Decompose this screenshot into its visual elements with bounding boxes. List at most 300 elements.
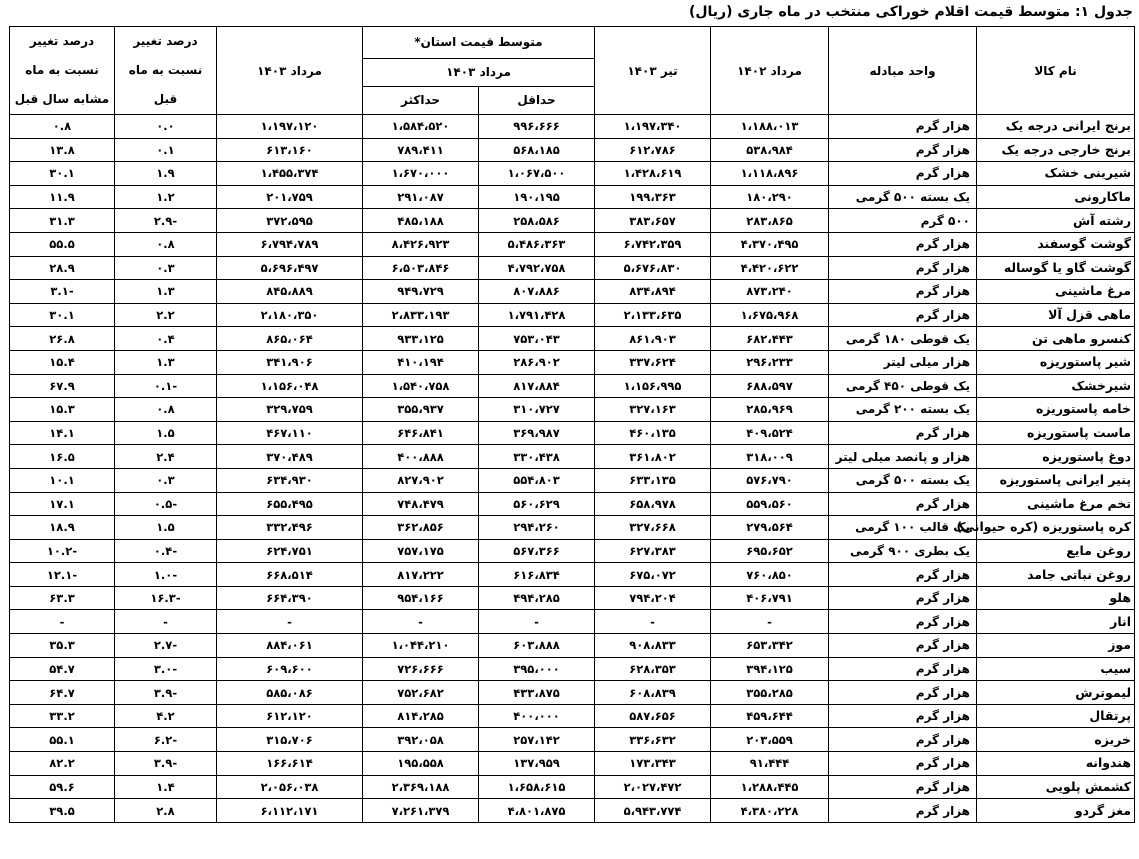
cell-change-month: -۳.۰ [115, 657, 217, 681]
cell-change-year: ۱۵.۳ [10, 398, 115, 422]
cell-unit: هزار گرم [829, 681, 977, 705]
cell-max: ۷۸۹،۴۱۱ [363, 138, 479, 162]
table-row [10, 232, 1135, 256]
cell-min: ۵۶۸،۱۸۵ [479, 138, 595, 162]
cell-change-year: ۸۲.۲ [10, 752, 115, 776]
cell-tir-1403: ۵۸۷،۶۵۶ [595, 704, 711, 728]
cell-max: - [363, 610, 479, 634]
cell-change-month: ۱.۹ [115, 162, 217, 186]
cell-change-month: -۲.۷ [115, 634, 217, 658]
cell-unit: هزار میلی لیتر [829, 350, 977, 374]
header-mordad-1402: مرداد ۱۴۰۲ [711, 27, 829, 115]
header-change-month-line2: نسبت به ماه [128, 63, 203, 77]
cell-min: ۲۵۷،۱۴۲ [479, 728, 595, 752]
cell-change-year: ۶۷.۹ [10, 374, 115, 398]
table-row [10, 327, 1135, 351]
cell-min: ۸۰۷،۸۸۶ [479, 280, 595, 304]
cell-tir-1403: ۳۶۱،۸۰۲ [595, 445, 711, 469]
cell-mordad-1402: ۲۹۶،۲۳۳ [711, 350, 829, 374]
table-row [10, 634, 1135, 658]
cell-tir-1403: ۶۲۸،۳۵۳ [595, 657, 711, 681]
cell-item-name: ماهی قزل آلا [977, 303, 1135, 327]
cell-tir-1403: ۱۹۹،۳۶۳ [595, 185, 711, 209]
cell-change-month: ۰.۴ [115, 327, 217, 351]
cell-change-month: ۱.۵ [115, 516, 217, 540]
cell-unit: یک بسته ۵۰۰ گرمی [829, 185, 977, 209]
table-body [10, 115, 1135, 823]
cell-min: ۴،۸۰۱،۸۷۵ [479, 799, 595, 823]
cell-mordad-1403: ۴۶۷،۱۱۰ [217, 421, 363, 445]
cell-mordad-1403: ۸۸۴،۰۶۱ [217, 634, 363, 658]
header-mordad-1403: مرداد ۱۴۰۳ [217, 27, 363, 115]
cell-item-name: انار [977, 610, 1135, 634]
cell-mordad-1403: ۶۵۵،۴۹۵ [217, 492, 363, 516]
cell-min: ۳۳۰،۴۳۸ [479, 445, 595, 469]
cell-mordad-1403: ۱،۱۹۷،۱۲۰ [217, 115, 363, 139]
cell-tir-1403: ۳۳۶،۶۳۲ [595, 728, 711, 752]
cell-mordad-1402: ۲۸۵،۹۶۹ [711, 398, 829, 422]
table-row [10, 162, 1135, 186]
cell-min: ۵۵۴،۸۰۳ [479, 468, 595, 492]
table-row [10, 445, 1135, 469]
cell-item-name: پنیر ایرانی پاستوریزه [977, 468, 1135, 492]
cell-item-name: گوشت گاو یا گوساله [977, 256, 1135, 280]
cell-mordad-1402: ۴۰۹،۵۲۴ [711, 421, 829, 445]
cell-tir-1403: ۲،۰۲۷،۴۷۲ [595, 775, 711, 799]
cell-unit: هزار گرم [829, 232, 977, 256]
cell-item-name: سیب [977, 657, 1135, 681]
cell-change-month: -۳.۹ [115, 752, 217, 776]
table-row [10, 586, 1135, 610]
cell-change-year: ۱۵.۴ [10, 350, 115, 374]
cell-mordad-1402: ۳۵۵،۲۸۵ [711, 681, 829, 705]
cell-tir-1403: ۱۷۳،۳۴۳ [595, 752, 711, 776]
cell-unit: هزار گرم [829, 775, 977, 799]
cell-change-year: - [10, 610, 115, 634]
cell-min: ۲۵۸،۵۸۶ [479, 209, 595, 233]
cell-change-year: ۶۴.۷ [10, 681, 115, 705]
cell-min: ۱،۷۹۱،۴۲۸ [479, 303, 595, 327]
cell-min: ۳۱۰،۷۲۷ [479, 398, 595, 422]
cell-item-name: برنج ایرانی درجه یک [977, 115, 1135, 139]
cell-change-month: -۰.۵ [115, 492, 217, 516]
cell-min: ۱۹۰،۱۹۵ [479, 185, 595, 209]
cell-mordad-1403: ۳۲۹،۷۵۹ [217, 398, 363, 422]
cell-mordad-1402: ۴۵۹،۶۴۴ [711, 704, 829, 728]
cell-item-name: گوشت گوسفند [977, 232, 1135, 256]
cell-unit: یک بطری ۹۰۰ گرمی [829, 539, 977, 563]
table-row [10, 563, 1135, 587]
cell-unit: هزار گرم [829, 586, 977, 610]
cell-mordad-1402: ۶۸۲،۴۴۳ [711, 327, 829, 351]
cell-change-year: ۳۰.۱ [10, 162, 115, 186]
cell-max: ۴۱۰،۱۹۴ [363, 350, 479, 374]
cell-mordad-1402: - [711, 610, 829, 634]
cell-mordad-1403: ۳۱۵،۷۰۶ [217, 728, 363, 752]
cell-mordad-1403: ۳۷۰،۴۸۹ [217, 445, 363, 469]
cell-unit: ۵۰۰ گرم [829, 209, 977, 233]
cell-tir-1403: ۳۲۷،۶۶۸ [595, 516, 711, 540]
table-row [10, 115, 1135, 139]
cell-tir-1403: ۵،۶۷۶،۸۳۰ [595, 256, 711, 280]
cell-unit: هزار گرم [829, 421, 977, 445]
cell-change-month: ۱.۲ [115, 185, 217, 209]
cell-mordad-1403: ۶۳۴،۹۳۰ [217, 468, 363, 492]
header-change-month [115, 27, 217, 115]
cell-change-month: -۳.۹ [115, 681, 217, 705]
cell-max: ۲،۳۶۹،۱۸۸ [363, 775, 479, 799]
cell-mordad-1403: ۸۴۵،۸۸۹ [217, 280, 363, 304]
cell-item-name: پرتقال [977, 704, 1135, 728]
cell-min: ۱،۶۵۸،۶۱۵ [479, 775, 595, 799]
table-row [10, 704, 1135, 728]
cell-max: ۷،۲۶۱،۳۷۹ [363, 799, 479, 823]
cell-change-year: ۰.۸ [10, 115, 115, 139]
cell-min: ۲۹۴،۲۶۰ [479, 516, 595, 540]
cell-tir-1403: - [595, 610, 711, 634]
header-change-year-line2: نسبت به ماه [25, 63, 99, 77]
table-row [10, 398, 1135, 422]
cell-item-name: هلو [977, 586, 1135, 610]
cell-item-name: شیرینی خشک [977, 162, 1135, 186]
cell-change-year: ۵۹.۶ [10, 775, 115, 799]
table-row [10, 775, 1135, 799]
cell-max: ۱،۰۴۴،۲۱۰ [363, 634, 479, 658]
header-max: حداکثر [363, 86, 479, 114]
table-row [10, 256, 1135, 280]
cell-change-month: ۱.۴ [115, 775, 217, 799]
cell-change-month: ۰.۸ [115, 398, 217, 422]
table-row [10, 374, 1135, 398]
cell-max: ۸۱۷،۲۲۲ [363, 563, 479, 587]
cell-max: ۱،۶۷۰،۰۰۰ [363, 162, 479, 186]
cell-item-name: ماکارونی [977, 185, 1135, 209]
cell-change-year: ۳۵.۳ [10, 634, 115, 658]
cell-change-year: ۲۸.۹ [10, 256, 115, 280]
cell-tir-1403: ۱،۱۵۶،۹۹۵ [595, 374, 711, 398]
cell-mordad-1403: ۶۲۴،۷۵۱ [217, 539, 363, 563]
cell-tir-1403: ۱،۱۹۷،۳۴۰ [595, 115, 711, 139]
cell-mordad-1403: ۶۰۹،۶۰۰ [217, 657, 363, 681]
cell-unit: هزار گرم [829, 492, 977, 516]
cell-tir-1403: ۸۶۱،۹۰۳ [595, 327, 711, 351]
cell-unit: هزار و پانصد میلی لیتر [829, 445, 977, 469]
cell-max: ۲۹۱،۰۸۷ [363, 185, 479, 209]
cell-change-month: - [115, 610, 217, 634]
cell-unit: هزار گرم [829, 752, 977, 776]
cell-min: ۹۹۶،۶۶۶ [479, 115, 595, 139]
table-row [10, 468, 1135, 492]
table-row [10, 752, 1135, 776]
cell-change-month: ۲.۸ [115, 799, 217, 823]
cell-change-month: -۱.۰ [115, 563, 217, 587]
table-row [10, 209, 1135, 233]
cell-item-name: کنسرو ماهی تن [977, 327, 1135, 351]
cell-change-month: -۱۶.۳ [115, 586, 217, 610]
cell-tir-1403: ۱،۴۲۸،۶۱۹ [595, 162, 711, 186]
cell-mordad-1403: ۶،۱۱۲،۱۷۱ [217, 799, 363, 823]
cell-item-name: تخم مرغ ماشینی [977, 492, 1135, 516]
cell-max: ۸،۴۲۶،۹۲۳ [363, 232, 479, 256]
cell-max: ۷۵۲،۶۸۲ [363, 681, 479, 705]
cell-change-year: ۱۶.۵ [10, 445, 115, 469]
cell-mordad-1402: ۸۷۳،۲۴۰ [711, 280, 829, 304]
cell-unit: هزار گرم [829, 634, 977, 658]
cell-max: ۹۵۴،۱۶۶ [363, 586, 479, 610]
header-change-month-line3: قبل [153, 92, 178, 106]
cell-item-name: کشمش پلویی [977, 775, 1135, 799]
cell-item-name: ماست پاستوریزه [977, 421, 1135, 445]
cell-tir-1403: ۶،۷۴۲،۳۵۹ [595, 232, 711, 256]
cell-max: ۹۴۹،۷۲۹ [363, 280, 479, 304]
cell-mordad-1402: ۴،۳۸۰،۲۲۸ [711, 799, 829, 823]
cell-change-year: ۳۰.۱ [10, 303, 115, 327]
cell-tir-1403: ۳۳۷،۶۲۴ [595, 350, 711, 374]
cell-min: - [479, 610, 595, 634]
cell-tir-1403: ۴۶۰،۱۳۵ [595, 421, 711, 445]
cell-item-name: دوغ پاستوریزه [977, 445, 1135, 469]
cell-tir-1403: ۶۵۸،۹۷۸ [595, 492, 711, 516]
table-row [10, 303, 1135, 327]
table-row [10, 799, 1135, 823]
cell-max: ۶،۵۰۳،۸۴۶ [363, 256, 479, 280]
table-row [10, 681, 1135, 705]
cell-unit: یک بسته ۵۰۰ گرمی [829, 468, 977, 492]
cell-max: ۴۰۰،۸۸۸ [363, 445, 479, 469]
cell-mordad-1402: ۱۸۰،۲۹۰ [711, 185, 829, 209]
table-row [10, 539, 1135, 563]
cell-item-name: خربزه [977, 728, 1135, 752]
table-row [10, 280, 1135, 304]
cell-min: ۶۰۳،۸۸۸ [479, 634, 595, 658]
cell-tir-1403: ۶۷۵،۰۷۲ [595, 563, 711, 587]
cell-min: ۵۶۷،۳۶۶ [479, 539, 595, 563]
cell-change-year: ۳۳.۲ [10, 704, 115, 728]
cell-max: ۳۵۵،۹۳۷ [363, 398, 479, 422]
cell-mordad-1402: ۵۷۶،۷۹۰ [711, 468, 829, 492]
cell-change-month: ۰.۳ [115, 256, 217, 280]
cell-min: ۴۹۴،۲۸۵ [479, 586, 595, 610]
header-change-year-line1: درصد تغییر [29, 34, 95, 48]
cell-max: ۸۱۴،۲۸۵ [363, 704, 479, 728]
header-province-avg: متوسط قیمت استان* [363, 27, 595, 59]
cell-min: ۴۰۰،۰۰۰ [479, 704, 595, 728]
cell-item-name: مرغ ماشینی [977, 280, 1135, 304]
cell-mordad-1403: ۲،۰۵۶،۰۳۸ [217, 775, 363, 799]
cell-tir-1403: ۶۲۷،۳۸۳ [595, 539, 711, 563]
cell-mordad-1402: ۷۶۰،۸۵۰ [711, 563, 829, 587]
cell-mordad-1402: ۲۰۳،۵۵۹ [711, 728, 829, 752]
table-row [10, 610, 1135, 634]
cell-mordad-1403: ۳۴۱،۹۰۶ [217, 350, 363, 374]
cell-max: ۷۵۷،۱۷۵ [363, 539, 479, 563]
cell-min: ۵۶۰،۶۲۹ [479, 492, 595, 516]
cell-mordad-1402: ۶۸۸،۵۹۷ [711, 374, 829, 398]
cell-min: ۴۳۳،۸۷۵ [479, 681, 595, 705]
cell-mordad-1403: ۵۸۵،۰۸۶ [217, 681, 363, 705]
cell-change-month: ۱.۳ [115, 350, 217, 374]
cell-change-year: ۳۹.۵ [10, 799, 115, 823]
cell-mordad-1403: ۶۱۳،۱۶۰ [217, 138, 363, 162]
cell-mordad-1403: ۱،۱۵۶،۰۴۸ [217, 374, 363, 398]
cell-item-name: لیموترش [977, 681, 1135, 705]
cell-change-month: -۰.۱ [115, 374, 217, 398]
cell-mordad-1403: ۵،۶۹۶،۴۹۷ [217, 256, 363, 280]
cell-change-year: ۱۸.۹ [10, 516, 115, 540]
cell-mordad-1402: ۳۹۴،۱۲۵ [711, 657, 829, 681]
cell-change-year: ۱۳.۸ [10, 138, 115, 162]
cell-max: ۱۹۵،۵۵۸ [363, 752, 479, 776]
table-row [10, 350, 1135, 374]
header-tir-1403: تیر ۱۴۰۳ [595, 27, 711, 115]
header-change-year [10, 27, 115, 115]
cell-max: ۶۴۶،۸۴۱ [363, 421, 479, 445]
cell-item-name: خامه پاستوریزه [977, 398, 1135, 422]
cell-tir-1403: ۸۳۴،۸۹۴ [595, 280, 711, 304]
cell-min: ۲۸۶،۹۰۲ [479, 350, 595, 374]
header-min: حداقل [479, 86, 595, 114]
cell-min: ۵،۴۸۶،۳۶۳ [479, 232, 595, 256]
cell-mordad-1403: ۳۳۲،۴۹۶ [217, 516, 363, 540]
cell-unit: یک قالب ۱۰۰ گرمی [829, 516, 977, 540]
cell-item-name: رشته آش [977, 209, 1135, 233]
cell-tir-1403: ۹۰۸،۸۳۳ [595, 634, 711, 658]
cell-change-month: -۲.۹ [115, 209, 217, 233]
cell-change-month: ۲.۲ [115, 303, 217, 327]
cell-change-year: ۶۳.۳ [10, 586, 115, 610]
cell-item-name: روغن مایع [977, 539, 1135, 563]
cell-max: ۱،۵۴۰،۷۵۸ [363, 374, 479, 398]
cell-item-name: موز [977, 634, 1135, 658]
table-row [10, 185, 1135, 209]
cell-mordad-1403: ۱۶۶،۶۱۴ [217, 752, 363, 776]
cell-tir-1403: ۶۰۸،۸۳۹ [595, 681, 711, 705]
cell-change-year: ۱۴.۱ [10, 421, 115, 445]
cell-change-month: ۲.۴ [115, 445, 217, 469]
cell-min: ۴،۷۹۲،۷۵۸ [479, 256, 595, 280]
cell-mordad-1402: ۴،۴۲۰،۶۲۲ [711, 256, 829, 280]
cell-change-month: ۰.۰ [115, 115, 217, 139]
cell-change-month: ۴.۲ [115, 704, 217, 728]
cell-unit: هزار گرم [829, 115, 977, 139]
cell-unit: هزار گرم [829, 610, 977, 634]
cell-change-year: ۱۱.۹ [10, 185, 115, 209]
cell-change-year: ۱۰.۱ [10, 468, 115, 492]
cell-mordad-1403: ۸۶۵،۰۶۴ [217, 327, 363, 351]
cell-change-month: ۰.۱ [115, 138, 217, 162]
cell-change-year: ۱۷.۱ [10, 492, 115, 516]
cell-mordad-1402: ۶۵۳،۳۴۲ [711, 634, 829, 658]
cell-max: ۷۲۶،۶۶۶ [363, 657, 479, 681]
cell-change-year: -۱۰.۲ [10, 539, 115, 563]
cell-max: ۸۲۷،۹۰۲ [363, 468, 479, 492]
cell-unit: هزار گرم [829, 303, 977, 327]
cell-unit: هزار گرم [829, 657, 977, 681]
cell-mordad-1402: ۱،۲۸۸،۴۴۵ [711, 775, 829, 799]
header-change-month-line1: درصد تغییر [133, 34, 198, 48]
cell-max: ۴۸۵،۱۸۸ [363, 209, 479, 233]
cell-min: ۷۵۳،۰۴۳ [479, 327, 595, 351]
cell-mordad-1402: ۱،۶۷۵،۹۶۸ [711, 303, 829, 327]
cell-min: ۱،۰۶۷،۵۰۰ [479, 162, 595, 186]
cell-change-month: ۰.۳ [115, 468, 217, 492]
cell-change-year: ۵۵.۵ [10, 232, 115, 256]
cell-unit: هزار گرم [829, 138, 977, 162]
cell-item-name: روغن نباتی جامد [977, 563, 1135, 587]
cell-change-month: -۰.۴ [115, 539, 217, 563]
cell-unit: هزار گرم [829, 563, 977, 587]
cell-tir-1403: ۵،۹۴۳،۷۷۴ [595, 799, 711, 823]
cell-mordad-1402: ۶۹۵،۶۵۲ [711, 539, 829, 563]
cell-unit: هزار گرم [829, 280, 977, 304]
cell-tir-1403: ۳۲۷،۱۶۳ [595, 398, 711, 422]
cell-tir-1403: ۳۸۳،۶۵۷ [595, 209, 711, 233]
cell-unit: یک بسته ۲۰۰ گرمی [829, 398, 977, 422]
cell-mordad-1403: - [217, 610, 363, 634]
cell-mordad-1402: ۱،۱۸۸،۰۱۳ [711, 115, 829, 139]
cell-mordad-1402: ۳۱۸،۰۰۹ [711, 445, 829, 469]
cell-max: ۳۶۲،۸۵۶ [363, 516, 479, 540]
cell-item-name: هندوانه [977, 752, 1135, 776]
table-caption: جدول ۱: متوسط قیمت اقلام خوراکی منتخب در ماه جاری (ریال) [688, 4, 1133, 20]
cell-mordad-1402: ۵۵۹،۵۶۰ [711, 492, 829, 516]
cell-mordad-1402: ۱،۱۱۸،۸۹۶ [711, 162, 829, 186]
cell-item-name: شیر پاستوریزه [977, 350, 1135, 374]
cell-tir-1403: ۶۳۳،۱۳۵ [595, 468, 711, 492]
cell-change-year: ۵۵.۱ [10, 728, 115, 752]
cell-unit: هزار گرم [829, 162, 977, 186]
cell-max: ۳۹۲،۰۵۸ [363, 728, 479, 752]
table-row [10, 421, 1135, 445]
header-change-year-line3: مشابه سال قبل [14, 92, 110, 106]
cell-tir-1403: ۲،۱۳۳،۶۳۵ [595, 303, 711, 327]
header-item-name: نام کالا [977, 27, 1135, 115]
cell-item-name: مغز گردو [977, 799, 1135, 823]
table-row [10, 657, 1135, 681]
cell-tir-1403: ۷۹۴،۲۰۴ [595, 586, 711, 610]
cell-unit: یک قوطی ۱۸۰ گرمی [829, 327, 977, 351]
cell-unit: یک قوطی ۴۵۰ گرمی [829, 374, 977, 398]
cell-mordad-1402: ۹۱،۴۴۴ [711, 752, 829, 776]
cell-change-year: -۳.۱ [10, 280, 115, 304]
table-row [10, 492, 1135, 516]
cell-change-year: ۵۴.۷ [10, 657, 115, 681]
cell-mordad-1403: ۲۰۱،۷۵۹ [217, 185, 363, 209]
cell-min: ۱۳۷،۹۵۹ [479, 752, 595, 776]
cell-max: ۲،۸۳۳،۱۹۳ [363, 303, 479, 327]
cell-item-name: شیرخشک [977, 374, 1135, 398]
cell-change-year: ۳۱.۳ [10, 209, 115, 233]
cell-item-name: کره پاستوریزه (کره حیوانی) [977, 516, 1135, 540]
cell-max: ۷۴۸،۴۷۹ [363, 492, 479, 516]
cell-change-year: ۲۶.۸ [10, 327, 115, 351]
cell-max: ۱،۵۸۴،۵۲۰ [363, 115, 479, 139]
cell-tir-1403: ۶۱۲،۷۸۶ [595, 138, 711, 162]
cell-mordad-1403: ۶،۷۹۴،۷۸۹ [217, 232, 363, 256]
cell-max: ۹۳۳،۱۲۵ [363, 327, 479, 351]
cell-unit: هزار گرم [829, 728, 977, 752]
cell-unit: هزار گرم [829, 799, 977, 823]
cell-mordad-1403: ۶۶۸،۵۱۴ [217, 563, 363, 587]
cell-mordad-1402: ۴۰۶،۷۹۱ [711, 586, 829, 610]
cell-unit: هزار گرم [829, 704, 977, 728]
cell-mordad-1402: ۲۸۳،۸۶۵ [711, 209, 829, 233]
cell-min: ۳۹۵،۰۰۰ [479, 657, 595, 681]
cell-min: ۸۱۷،۸۸۴ [479, 374, 595, 398]
table-row [10, 516, 1135, 540]
cell-mordad-1403: ۱،۴۵۵،۳۷۴ [217, 162, 363, 186]
cell-mordad-1402: ۴،۳۷۰،۴۹۵ [711, 232, 829, 256]
